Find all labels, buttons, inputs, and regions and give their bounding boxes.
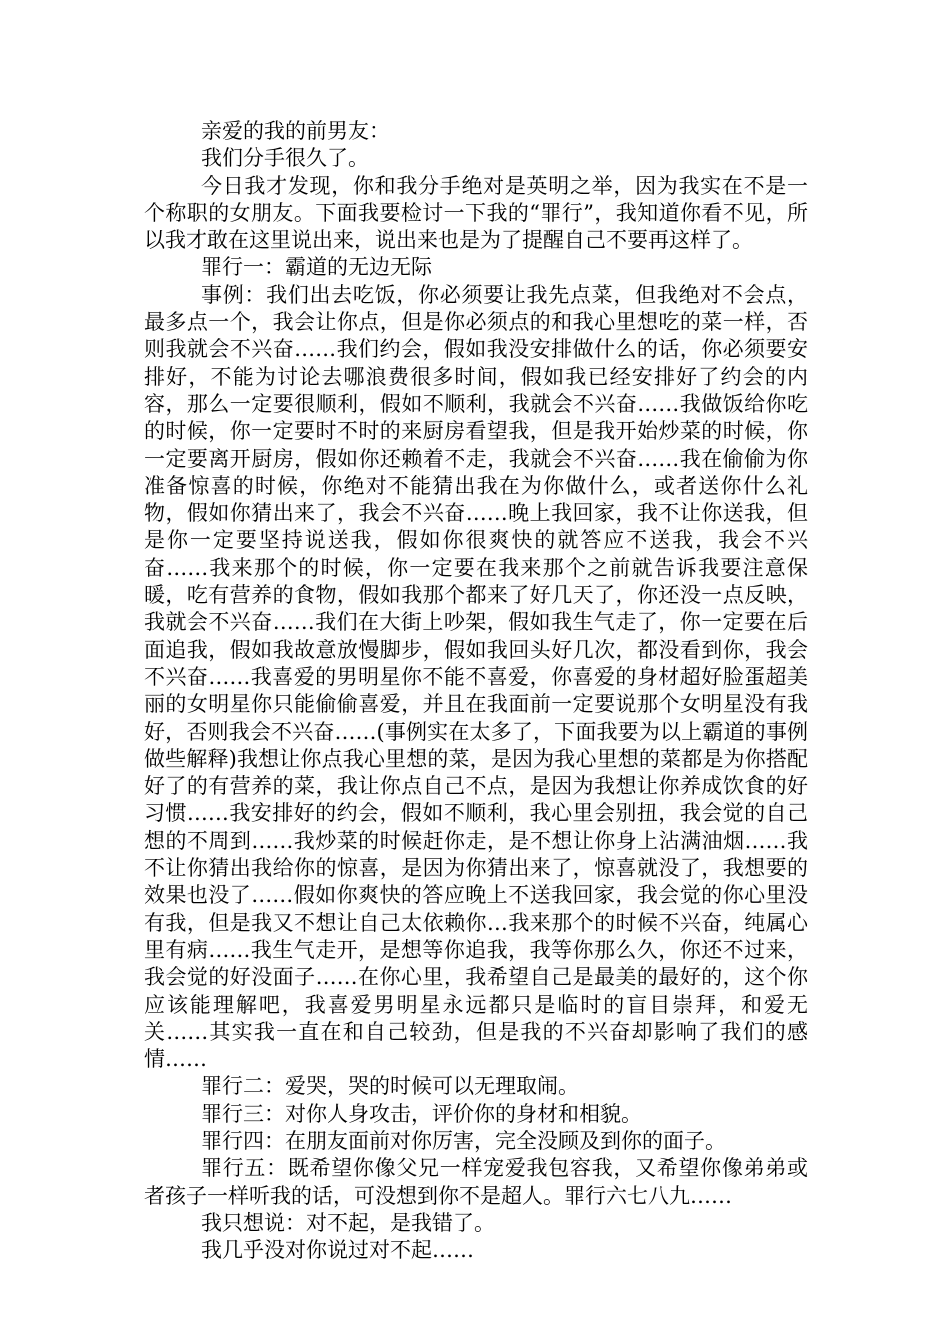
offense-five: 罪行五：既希望你像父兄一样宠爱我包容我，又希望你像弟弟或者孩子一样听我的话，可没想到你不是超人。罪行六七八九…… [144,1156,808,1208]
closing-line: 我几乎没对你说过对不起…… [201,1238,474,1263]
offense-one-heading: 罪行一：霸道的无边无际 [201,255,432,280]
letter-body [144,118,808,1264]
salutation: 亲爱的我的前男友： [201,119,390,143]
offense-one-examples: 事例：我们出去吃饭，你必须要让我先点菜，但我绝对不会点，最多点一个，我会让你点，但是你必须点的和我心里想吃的菜一样，否则我就会不兴奋……我们约会，假如我没安排做什么的话，你必须要安排好，不能为讨论去哪浪费很多时间，假如我已经安排好了约会的内容，那么一定要很顺利，假如不顺利，我就会不兴奋……我做饭给你吃的时候，你一定要时不时的来厨房看望我，但是我开始炒菜的时候，你一定要离开厨房，假如你还赖着不走，我就会不兴奋……我在偷偷为你准备惊喜的时候，你绝对不能猜出我在为你做什么，或者送你什么礼物，假如你猜出来了，我会不兴奋……晚上我回家，我不让你送我，但是你一定要坚持说送我，假如你很爽快的就答应不送我，我会不兴奋……我来那个的时候，你一定要在我来那个之前就告诉我要注意保暖，吃有营养的食物，假如我那个都来了好几天了，你还没一点反映，我就会不兴奋……我们在大街上吵架，假如我生气走了，你一定要在后面追我，假如我故意放慢脚步，假如我回头好几次，都没看到你，我会不兴奋……我喜爱的男明星你不能不喜爱，你喜爱的身材超好脸蛋超美丽的女明星你只能偷偷喜爱，并且在我面前一定要说那个女明星没有我好，否则我会不兴奋……(事例实在太多了，下面我要为以上霸道的事例做些解释)我想让你点我心里想的菜，是因为我心里想的菜都是为你搭配好了的有营养的菜，我让你点自己不点，是因为我想让你养成饮食的好习惯……我安排好的约会，假如不顺利，我心里会别扭，我会觉的自己想的不周到……我炒菜的时候赶你走，是不想让你身上沾满油烟……我不让你猜出我给你的惊喜，是因为你猜出来了，惊喜就没了，我想要的效果也没了……假如你爽快的答应晚上不送我回家，我会觉的你心里没有我，但是我又不想让自己太依赖你…我来那个的时候不兴奋，纯属心里有病……我生气走开，是想等你追我，我等你那么久，你还不过来，我会觉的好没面子……在你心里，我希望自己是最美的最好的，这个你应该能理解吧，我喜爱男明星永远都只是临时的盲目崇拜，和爱无关……其实我一直在和自己较劲，但是我的不兴奋却影响了我们的感情…… [144,282,808,1072]
offense-two: 罪行二：爱哭，哭的时候可以无理取闹。 [201,1074,579,1099]
offense-three: 罪行三：对你人身攻击，评价你的身材和相貌。 [201,1101,642,1126]
apology-line: 我只想说：对不起，是我错了。 [201,1210,495,1235]
introduction-paragraph: 今日我才发现，你和我分手绝对是英明之举，因为我实在不是一个称职的女朋友。下面我要检讨一下我的“罪行”，我知道你看不见，所以我才敢在这里说出来，说出来也是为了提醒自己不要再这样了。 [144,173,808,253]
opening-line: 我们分手很久了。 [201,146,369,171]
offense-four: 罪行四：在朋友面前对你厉害，完全没顾及到你的面子。 [201,1128,726,1153]
